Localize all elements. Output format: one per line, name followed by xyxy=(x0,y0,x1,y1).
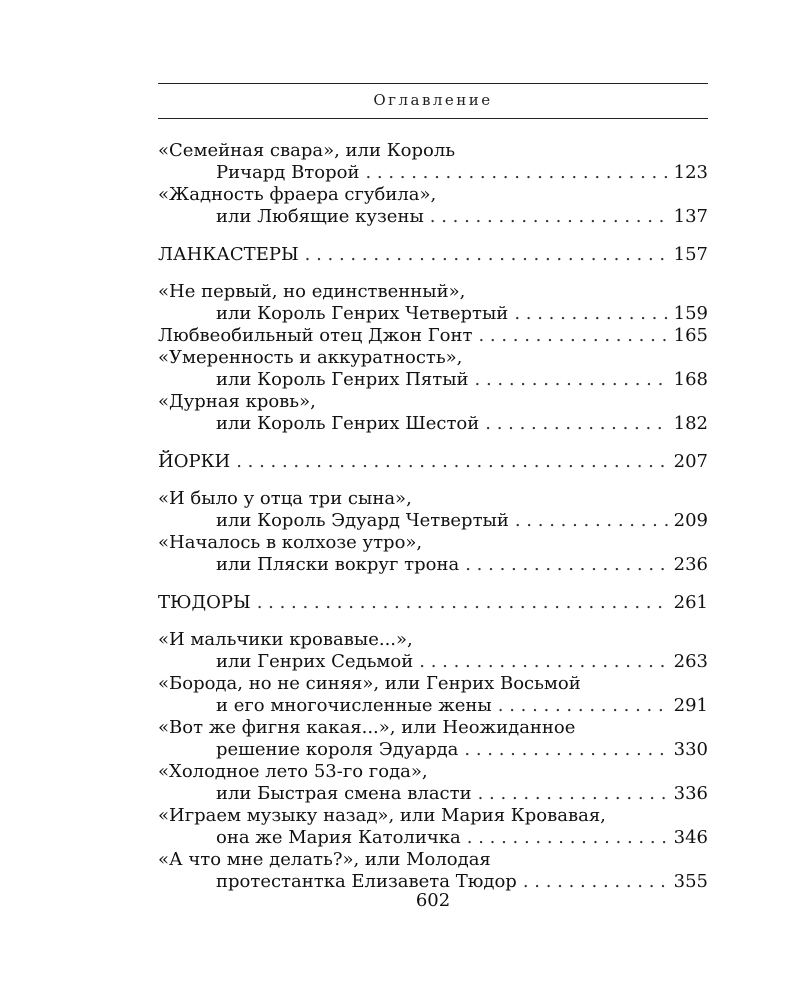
toc-entry-title-line: «Жадность фраера сгубила», xyxy=(158,184,437,205)
toc-entry-title: или Генрих Седьмой xyxy=(216,651,414,672)
toc-entry-title: ТЮДОРЫ xyxy=(158,592,251,613)
toc-entry-leader-line xyxy=(158,510,708,532)
toc-entry-title-line: «Семейная свара», или Король xyxy=(158,140,456,161)
dot-leader xyxy=(514,303,667,325)
toc-entry-title-line: «Вот же фигня какая...», или Неожиданное xyxy=(158,717,576,738)
dot-leader xyxy=(305,244,668,266)
toc-page-number: 168 xyxy=(673,369,708,390)
toc-entry-title: или Быстрая смена власти xyxy=(216,783,472,804)
header-top-rule xyxy=(158,83,708,84)
toc-page-number: 346 xyxy=(673,827,708,848)
toc-entry-title: или Король Эдуард Четвертый xyxy=(216,510,509,531)
toc-entry-leader-line xyxy=(158,369,708,391)
toc-entry xyxy=(158,325,708,347)
dot-leader xyxy=(236,451,667,473)
toc-page-number: 182 xyxy=(673,413,708,434)
toc-entry-leader-line xyxy=(158,592,708,614)
toc-entry-title: ЛАНКАСТЕРЫ xyxy=(158,244,299,265)
toc-entry-title: она же Мария Католичка xyxy=(216,827,461,848)
toc-page-number: 165 xyxy=(673,325,708,346)
dot-leader xyxy=(464,739,667,761)
toc-entry-title: Любвеобильный отец Джон Гонт xyxy=(158,325,473,346)
dot-leader xyxy=(430,206,668,228)
toc-entry-title-line: «И мальчики кровавые...», xyxy=(158,629,413,650)
toc-entry xyxy=(158,347,708,391)
toc-entry-leader-line xyxy=(158,325,708,347)
toc-entry xyxy=(158,761,708,805)
toc-section-heading xyxy=(158,244,708,266)
toc-page-number: 137 xyxy=(673,206,708,227)
toc-entry-leader-line xyxy=(158,451,708,473)
toc-entry-title-line: «Дурная кровь», xyxy=(158,391,316,412)
toc-entry-leader-line xyxy=(158,827,708,849)
dot-leader xyxy=(475,369,668,391)
header-bottom-rule xyxy=(158,118,708,119)
toc-page-number: 263 xyxy=(673,651,708,672)
dot-leader xyxy=(485,413,667,435)
toc-entry xyxy=(158,281,708,325)
toc-section-heading xyxy=(158,451,708,473)
toc-entry-leader-line xyxy=(158,695,708,717)
toc-entry-title: или Король Генрих Пятый xyxy=(216,369,469,390)
toc-entry-title: протестантка Елизавета Тюдор xyxy=(216,871,517,892)
dot-leader xyxy=(498,695,668,717)
toc-entry xyxy=(158,532,708,576)
toc-page-number: 355 xyxy=(673,871,708,892)
toc-entry xyxy=(158,184,708,228)
toc-entry-title-line: «Играем музыку назад», или Мария Кровавая, xyxy=(158,805,606,826)
toc-section-heading xyxy=(158,592,708,614)
toc-entry xyxy=(158,140,708,184)
toc-entry-title: или Пляски вокруг трона xyxy=(216,554,460,575)
toc-entry-title-line: «Не первый, но единственный», xyxy=(158,281,466,302)
toc-entry-title-line: «Борода, но не синяя», или Генрих Восьмой xyxy=(158,673,581,694)
toc-entry-title: или Король Генрих Шестой xyxy=(216,413,480,434)
toc-entry xyxy=(158,673,708,717)
dot-leader xyxy=(465,554,667,576)
dot-leader xyxy=(467,827,668,849)
toc-page-number: 209 xyxy=(673,510,708,531)
toc-entry-leader-line xyxy=(158,739,708,761)
page-number: 602 xyxy=(415,890,451,911)
toc-entry-title-line: «И было у отца три сына», xyxy=(158,488,412,509)
dot-leader xyxy=(419,651,667,673)
toc-page-number: 159 xyxy=(673,303,708,324)
toc-entry-title: ЙОРКИ xyxy=(158,451,231,472)
running-head: Оглавление xyxy=(373,91,493,109)
toc-entry-leader-line xyxy=(158,162,708,184)
toc-page-number: 336 xyxy=(673,783,708,804)
dot-leader xyxy=(478,325,667,347)
table-of-contents xyxy=(158,140,708,893)
dot-leader xyxy=(257,592,668,614)
toc-entry-title: или Король Генрих Четвертый xyxy=(216,303,509,324)
toc-page-number: 330 xyxy=(673,739,708,760)
toc-entry xyxy=(158,805,708,849)
toc-entry-title-line: «Началось в колхозе утро», xyxy=(158,532,423,553)
toc-page-number: 236 xyxy=(673,554,708,575)
toc-entry-title: решение короля Эдуарда xyxy=(216,739,459,760)
toc-page-number: 157 xyxy=(673,244,708,265)
toc-entry-leader-line xyxy=(158,303,708,325)
toc-entry xyxy=(158,488,708,532)
toc-entry-leader-line xyxy=(158,554,708,576)
dot-leader xyxy=(478,783,668,805)
toc-entry xyxy=(158,717,708,761)
dot-leader xyxy=(515,510,668,532)
toc-entry-title-line: «Холодное лето 53-го года», xyxy=(158,761,428,782)
toc-page-number: 291 xyxy=(673,695,708,716)
toc-entry-title-line: «Умеренность и аккуратность», xyxy=(158,347,463,368)
toc-entry-leader-line xyxy=(158,413,708,435)
toc-entry-title: и его многочисленные жены xyxy=(216,695,492,716)
toc-entry-leader-line xyxy=(158,206,708,228)
toc-entry xyxy=(158,629,708,673)
toc-entry-leader-line xyxy=(158,783,708,805)
toc-page-number: 261 xyxy=(673,592,708,613)
toc-entry-leader-line xyxy=(158,651,708,673)
toc-entry-title: или Любящие кузены xyxy=(216,206,424,227)
toc-entry-title-line: «А что мне делать?», или Молодая xyxy=(158,849,491,870)
toc-entry xyxy=(158,391,708,435)
dot-leader xyxy=(365,162,667,184)
toc-entry-leader-line xyxy=(158,244,708,266)
toc-page-number: 123 xyxy=(673,162,708,183)
toc-page-number: 207 xyxy=(673,451,708,472)
toc-entry-title: Ричард Второй xyxy=(216,162,360,183)
toc-entry xyxy=(158,849,708,893)
